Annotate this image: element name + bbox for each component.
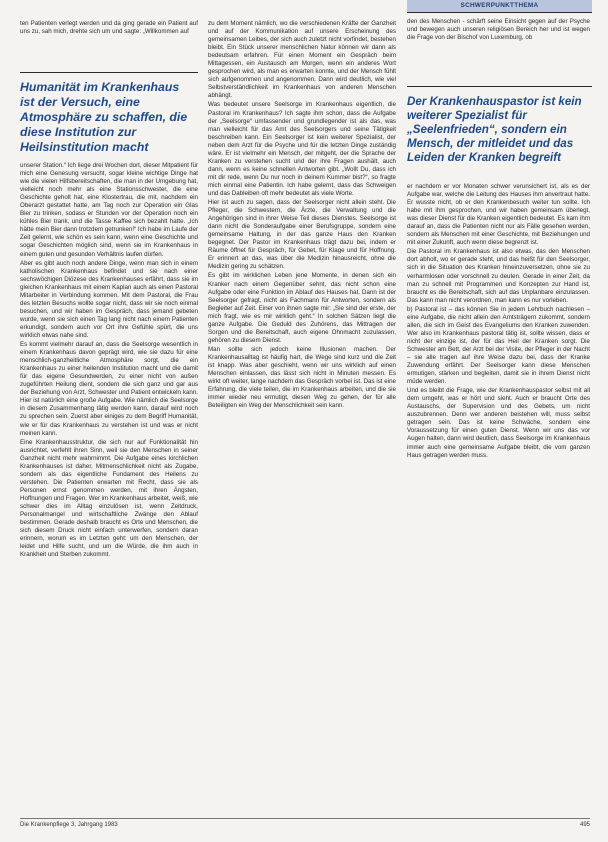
paragraph: Man sollte sich jedoch keine Illusionen machen. Der Krankenhausalltag ist häufig hart, die Wege sind kurz und die Zeit ist knapp. Was aber geschieht, wenn wir uns wirklich auf einen Menschen einlassen, das lässt sich nicht in Minuten messen. Es wirkt oft weiter, lange nachdem das Gespräch vorbei ist. Das ist eine Erfahrung, die viele teilen, die im Krankenhaus arbeiten, und die sie immer wieder neu ermutigt, diesen Weg zu gehen, der für alle Beteiligten ein Weg der Menschlichkeit sein kann. [208, 345, 396, 410]
column-right-bottom [407, 183, 590, 816]
paragraph: Was bedeutet unsere Seelsorge im Krankenhaus eigentlich, die Pastoral im Krankenhaus? Ich sagte ihm schon, dass die Aufgabe der „Seelsorge“ umfassender und grundlegender ist als das, was man vielleicht für das Amt des Seelsorgers und seine Tätigkeit beschreiben kann. Ein Seelsorger ist kein weiterer Spezialist, der neben dem Arzt für die Psyche und für die letzten Dinge zuständig wäre. Er ist vielmehr ein Mensch, der mitgeht, der die Sprache der Kranken zu verstehen sucht und der ihre Fragen aushält, auch dann, wenn es keine schnellen Antworten gibt. „Wollt Du, dass ich mit dir rede, wenn Du nur noch in deinem Kummer bist?“, so fragte mich einmal eine Patientin. Ich habe gelernt, dass das Schweigen und das Dableiben oft mehr bedeutet als viele Worte. [208, 101, 396, 197]
paragraph: Die Pastoral im Krankenhaus ist also etwas, das den Menschen dort abholt, wo er gerade steht, und das heißt für den Seelsorger, sich in die Situation des Kranken hineinzuversetzen, ohne sie zu verharmlosen oder vorschnell zu deuten. Gerade in einer Zeit, da man zu schnell mit Programmen und Konzepten zur Hand ist, braucht es die Bereitschaft, sich auf das Unplanbare einzulassen. Das kann man nicht verordnen, man kann es nur vorleben. [407, 248, 590, 304]
column-left-bottom [20, 162, 198, 816]
column-middle [208, 20, 396, 816]
footer-publication: Die Krankenpflege 3, Jahrgang 1983 [20, 822, 118, 828]
section-tab-rule [407, 12, 592, 13]
pull-quote-left: Humanität im Krankenhaus ist der Versuch, eine Atmosphäre zu schaffen, die diese Institution zur Heilsinstitution macht [20, 80, 188, 154]
pull-quote-left-rule [20, 72, 198, 73]
footer-rule [20, 818, 590, 819]
column-left-top [20, 20, 198, 54]
pull-quote-right-rule [407, 86, 592, 87]
paragraph: Aber es gibt auch noch andere Dinge, wenn man sich in einem katholischen Krankenhaus befindet und sie nach einer sechswöchigen Diözese des Krankenhauses erfährt, dass sie im gleichen Krankenhaus mit einem Kaplan auch als einen Pastoral Mitarbeiter in Verbindung kommen. Mit dem Pastoral, die Frau des letzten Besuchs wollte sogar nicht, dass wir sie noch einmal besuchen, und wir haben im Gespräch, dass jemand gebeten wurde, wenn sie sich einen Tag lang nicht nach einem Patienten erkundigt, sondern auch vor Ort ihre Gefühle spürt, die uns wirklich etwas nahe sind. [20, 259, 198, 339]
paragraph: er nachdem er vor Monaten schwer verunsichert ist, als es der Aufgabe war, welche die Leitung des Hauses ihm anvertraut hatte. Er wusste nicht, ob er den Krankenbesuch weiter tun sollte. Ich habe mit ihm gesprochen, und wir haben gemeinsam überlegt, was dieser Dienst für die Kranken eigentlich bedeutet. Es kam ihm darauf an, dass die Patienten nicht nur als Fälle gesehen werden, sondern als Menschen mit einer Geschichte, mit Beziehungen und mit einer Zukunft, auch wenn diese begrenzt ist. [407, 183, 590, 247]
paragraph: zu dem Moment nämlich, wo die verschiedenen Kräfte der Ganzheit und auf der Kommunikation auf unsere Erscheinung des gemeinsamen Leibes, der sich auch zuletzt nicht vorfindet, bestehen bleibt. Ein Stück unserer menschlichen Natur können wir dann als bedeutsam erfahren. Für einen Moment ein Gespräch beim Mittagessen, ein Austausch am Morgen, wenn ein anderes Wort gesprochen wird, als man es erwarten konnte, und der Mensch fühlt sich aufgenommen und angenommen. Dann wird deutlich, wie viel Selbstverständlichkeit im Krankenhaus von anderen Menschen abhängt. [208, 20, 396, 100]
paragraph: Eine Krankenhausstruktur, die sich nur auf Funktionalität hin ausrichtet, verfehlt ihren Sinn, weil sie den Menschen in seiner Ganzheit nicht mehr wahrnimmt. Die Aufgabe eines kirchlichen Krankenhauses ist daher, Mitmenschlichkeit nicht als Zugabe, sondern als das eigentliche Fundament des Heilens zu verstehen. Die Patienten erwarten mit Recht, dass sie als Personen ernst genommen werden, mit ihren Ängsten, Hoffnungen und Fragen. Wer im Krankenhaus arbeitet, weiß, wie schwer dies im Alltag einzulösen ist, wenn Zeitdruck, Personalmangel und wirtschaftliche Zwänge den Ablauf bestimmen. Gerade deshalb braucht es Orte und Menschen, die sich diesem Druck nicht einfach unterwerfen, sondern daran erinnern, worum es im Letzten geht: um den Menschen, der leidet und Hilfe sucht, und um die Würde, die ihm auch in Krankheit und Sterben zukommt. [20, 438, 198, 559]
section-tab: SCHWERPUNKTTHEMA [407, 0, 592, 12]
paragraph: unserer Station.“ Ich liege drei Wochen dort, dieser Mitpatient für mich eine Genesung versucht, sogar kleine wichtige Dinge hat wie die vielen Hilfsbereitschaften, die man in der Umgebung hat, vielleicht noch mehr als eine Stationsschwester, die eine Geschichte geholt hat, eine Klostertrau, die mit, nachdem ein Oberarzt gestattet hatte, am Tag noch zur Operation ein Glas Bier zu trinken, sodass er Stunden vor der Operation noch ein kühles Bier trank, und die Tasse Kaffee sich bezahlt hatte. „Ich hätte mein Bier dann trotzdem getrunken!“ Ich habe im Laufe der Zeit gelernt, wie schön es sein kann, wenn eine Geschichte und sogar Geschichten möglich sind, wenn sie im Krankenhaus in einem guten und gesunden Verhältnis laufen dürfen. [20, 162, 198, 258]
paragraph: den des Menschen - schärft seine Einsicht gegen auf der Psyche und bewegen auch unseren religiösen Bereich her und ist wegen die Frage von der Bischof von Luxemburg, ob [407, 18, 590, 42]
paragraph: Es kommt vielmehr darauf an, dass die Seelsorge wesentlich in einem Krankenhaus davon geprägt wird, wie sie dazu für eine menschlich-ganzheitliche Atmosphäre sorgt, die ein Krankenhaus zu einer heilenden Institution macht und die damit für das eigene Gesundwerden, zu einer nicht von außen zugeführten Heilung dient, sondern die sich ganz und gar aus der Beziehung von Arzt, Schwester und Patient entwickeln kann. Hier ist natürlich eine große Aufgabe. Wie nämlich die Seelsorge in diesem Zusammenhang tätig werden kann, darauf wird noch zu sprechen sein. Zuerst aber einiges zu dem Begriff Humanität, wie er für das Krankenhaus zu verstehen ist und was er nicht meinen kann. [20, 341, 198, 437]
paragraph: b) Pastoral ist – das können Sie in jedem Lehrbuch nachlesen – eine Aufgabe, die nicht allein den Amtsträgern zukommt, sondern allen, die sich im Geist des Evangeliums den Kranken zuwenden. Wer also im Krankenhaus pastoral tätig ist, sollte wissen, dass er nicht der einzige ist, der für das Heil der Kranken sorgt. Die Schwester am Bett, der Arzt bei der Visite, der Pfleger in der Nacht – sie alle tragen auf ihre Weise dazu bei, dass der Kranke Zuwendung erfährt. Der Seelsorger kann diese Menschen ermutigen, stärken und begleiten, damit sie in ihrem Dienst nicht müde werden. [407, 305, 590, 386]
page-number: 495 [579, 822, 590, 828]
paragraph: ten Patienten verlegt werden und da ging gerade ein Patient auf uns zu, sah mich, drehte sich um und sagte: „Willkommen auf [20, 20, 198, 36]
paragraph: Und es bleibt die Frage, wie der Krankenhauspastor selbst mit all dem umgeht, was er hört und sieht. Auch er braucht Orte des Austauschs, der Supervision und des Gebets, um nicht auszubrennen. Denn wer anderen beistehen will, muss selbst getragen sein. Das ist keine Schwäche, sondern eine Voraussetzung für einen guten Dienst. Wenn wir uns das vor Augen halten, dann wird deutlich, dass Seelsorge im Krankenhaus immer auch eine gemeinsame Aufgabe bleibt, die vom ganzen Haus getragen werden muss. [407, 387, 590, 459]
paragraph: Es gibt im wirklichen Leben jene Momente, in denen sich ein Kranker nach einem Gegenüber sehnt, das nicht schon eine Aufgabe oder eine Funktion im Ablauf des Hauses hat. Dann ist der Seelsorger gefragt, nicht als Fachmann für Antworten, sondern als Begleiter auf Zeit. Einer von ihnen sagte mir: „Sie sind der erste, der mich fragt, wie es mir wirklich geht.“ In solchen Sätzen liegt die ganze Aufgabe. Die Geduld des Zuhörens, das Mittragen der Sorgen und die Bereitschaft, auch eigene Ohnmacht zuzulassen, gehören zu diesem Dienst. [208, 272, 396, 344]
paragraph: Hier ist auch zu sagen, dass der Seelsorger nicht allein steht. Die Pfleger, die Schwestern, die Ärzte, die Verwaltung und die Angehörigen sind in ihrer Weise Teil dieses Dienstes. Seelsorge ist dann nicht die Sonderaufgabe einer Berufsgruppe, sondern eine gemeinsame Haltung, in der das ganze Haus den Kranken begegnet. Der Pastor im Krankenhaus trägt dazu bei, indem er Räume öffnet für Gespräch, für Gebet, für Klage und für Hoffnung. Er erinnert an das, was über die Medizin hinausreicht, ohne die Medizin gering zu schätzen. [208, 199, 396, 271]
pull-quote-right: Der Krankenhauspastor ist kein weiterer Spezialist für „Seelenfrieden“, sondern ein Mensch, der mitleidet und das Leiden der Kranken begreift [407, 95, 582, 164]
column-right-top [407, 18, 590, 68]
